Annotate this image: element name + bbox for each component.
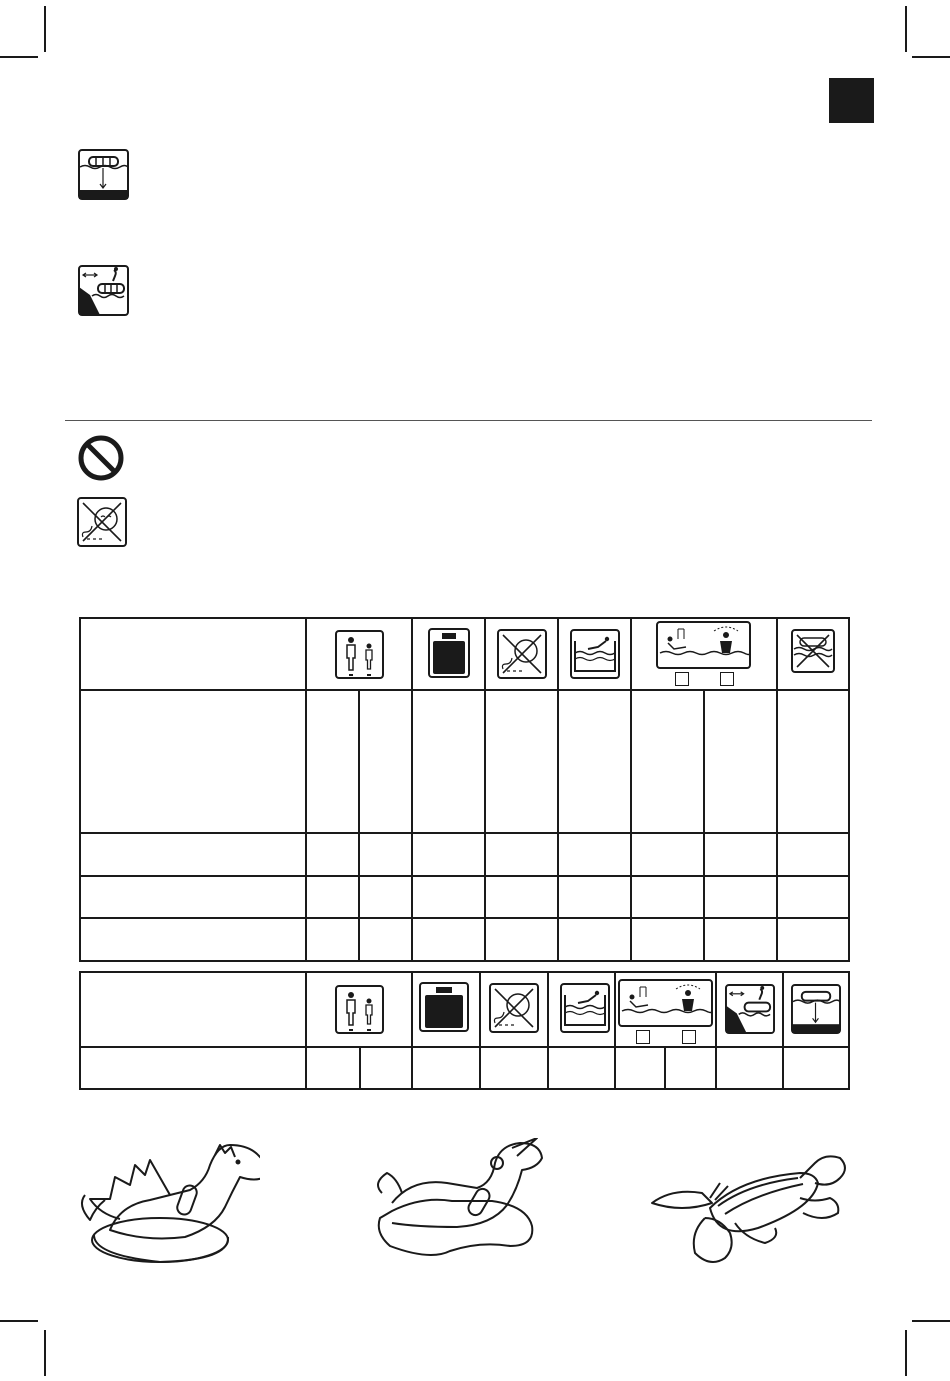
prohibited-icon	[77, 434, 125, 482]
crop-mark-top-right-v	[905, 6, 907, 52]
crop-mark-top-left-h	[0, 56, 38, 58]
weight-icon	[428, 628, 470, 678]
lobster-ride-on-float	[650, 1148, 850, 1268]
not-a-lifesaving-device-icon	[77, 497, 127, 547]
unicorn-ride-on-float	[372, 1138, 547, 1263]
shore-distance-icon	[725, 984, 775, 1034]
person-capacity-icon	[335, 985, 384, 1034]
crop-mark-bottom-left-h	[0, 1320, 38, 1322]
crop-mark-top-left-v	[44, 6, 46, 52]
weight-icon	[419, 982, 469, 1032]
section-divider	[65, 420, 872, 421]
language-tab	[829, 78, 874, 123]
person-capacity-icon	[335, 630, 384, 679]
not-a-lifesaving-device-icon	[489, 983, 539, 1033]
dragon-ride-on-float	[70, 1140, 260, 1270]
no-wave-use-icon	[791, 629, 835, 673]
crop-mark-top-right-h	[912, 56, 950, 58]
crop-mark-bottom-right-h	[912, 1320, 950, 1322]
supervision-checkbox-right[interactable]	[682, 1030, 696, 1044]
water-depth-icon	[791, 984, 841, 1034]
supervision-icon	[618, 979, 713, 1027]
supervision-icon	[656, 621, 751, 669]
pool-use-icon	[570, 629, 620, 679]
not-a-lifesaving-device-icon	[497, 629, 547, 679]
supervision-checkbox-left[interactable]	[675, 672, 689, 686]
supervision-checkbox-right[interactable]	[720, 672, 734, 686]
crop-mark-bottom-right-v	[905, 1330, 907, 1376]
supervision-checkbox-left[interactable]	[636, 1030, 650, 1044]
pool-use-icon	[560, 983, 610, 1033]
water-depth-icon	[78, 149, 129, 200]
crop-mark-bottom-left-v	[44, 1330, 46, 1376]
shore-distance-icon	[78, 265, 129, 316]
